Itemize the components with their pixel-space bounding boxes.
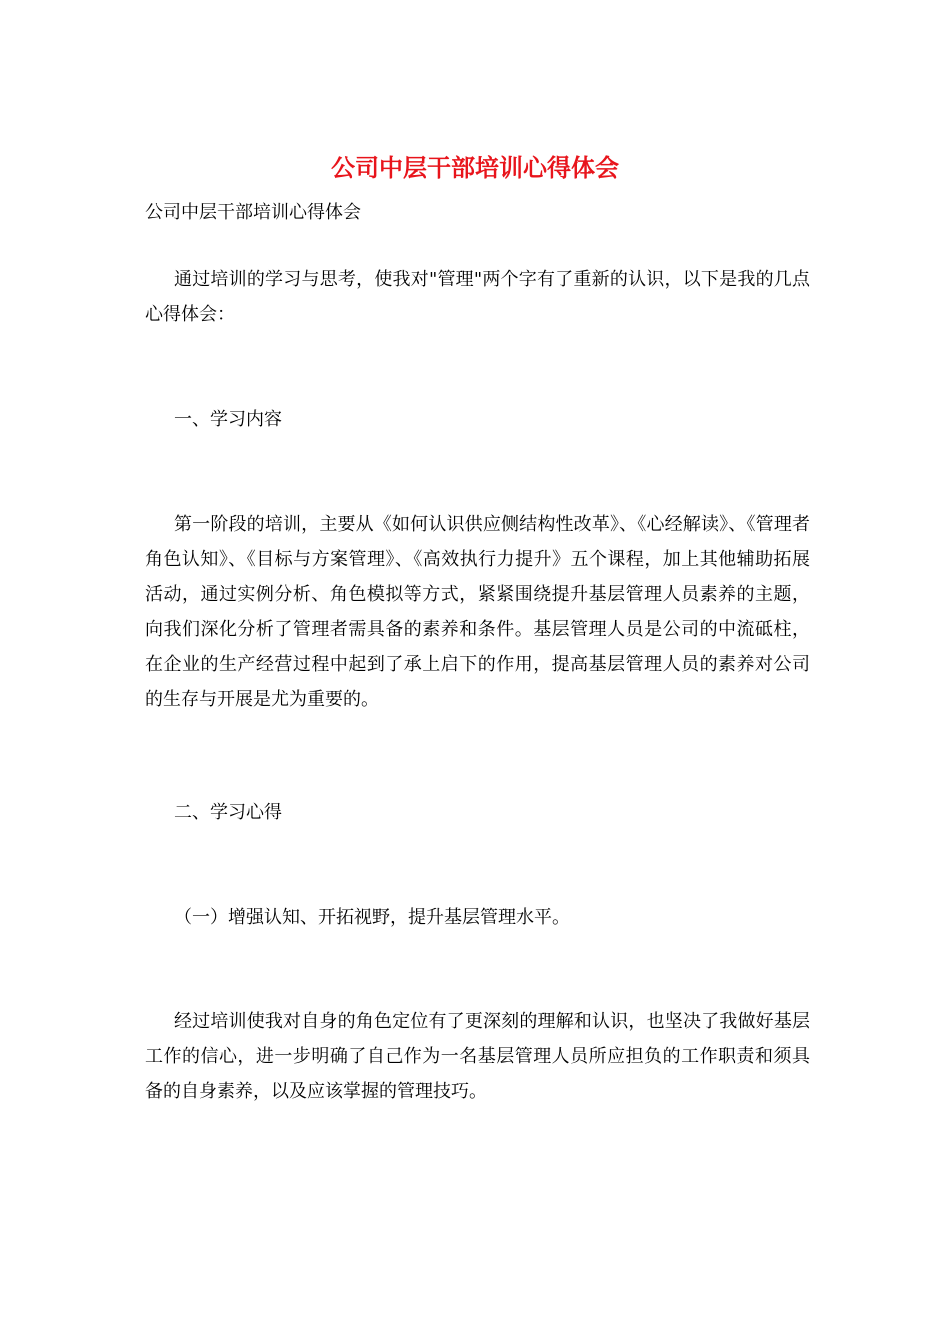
learning-content-paragraph: 第一阶段的培训，主要从《如何认识供应侧结构性改革》、《心经解读》、《管理者角色认知》、《目标与方案管理》、《高效执行力提升》五个课程，加上其他辅助拓展活动，通过实例分析、角色模拟等方式，紧紧围绕提升基层管理人员素养的主题，向我们深化分析了管理者需具备的素养和条件。基层管理人员是公司的中流砥柱，在企业的生产经营过程中起到了承上启下的作用，提高基层管理人员的素养对公司的生存与开展是尤为重要的。 [145,514,810,710]
section-heading-learning-insights: 二、学习心得 [174,802,282,823]
document-subtitle: 公司中层干部培训心得体会 [145,202,361,223]
awareness-paragraph: 经过培训使我对自身的角色定位有了更深刻的理解和认识，也坚决了我做好基层工作的信心，进一步明确了自己作为一名基层管理人员所应担负的工作职责和须具备的自身素养，以及应该掌握的管理技巧。 [145,1011,810,1102]
section-heading-learning-content: 一、学习内容 [174,409,282,430]
intro-paragraph: 通过培训的学习与思考，使我对"管理"两个字有了重新的认识，以下是我的几点心得体会： [145,269,810,325]
subsection-heading-awareness: （一）增强认知、开拓视野，提升基层管理水平。 [174,907,570,928]
document-title: 公司中层干部培训心得体会 [331,153,619,182]
